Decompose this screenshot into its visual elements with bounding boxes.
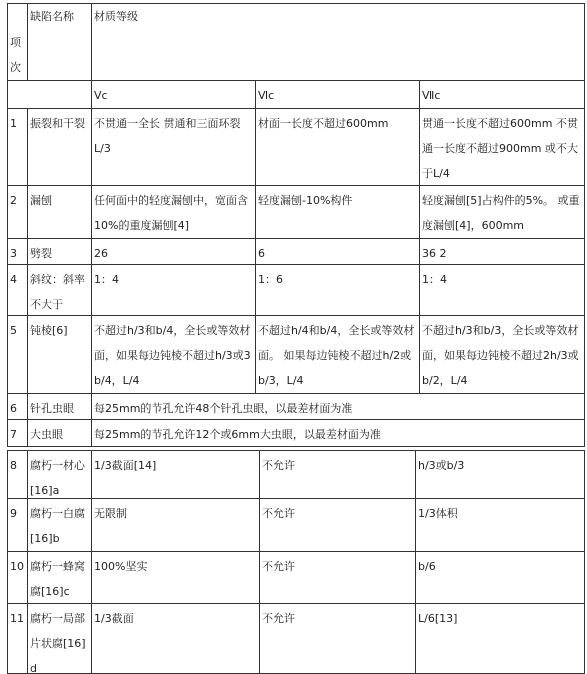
- row-name: 漏刨: [30, 194, 52, 207]
- row-8-c6: [259, 450, 416, 499]
- row-5-name: [27, 315, 92, 394]
- row-8-name: [27, 450, 92, 499]
- row-4-c5: [91, 264, 256, 316]
- row-name: 腐朽一局部片状腐[16]d: [30, 612, 86, 674]
- row-11-c6: [259, 603, 416, 674]
- row-1-c6: [255, 108, 420, 186]
- row-no: 8: [10, 459, 17, 472]
- row-value: 材面一长度不超过600mm: [258, 117, 389, 130]
- row-4-name: [27, 264, 92, 316]
- row-name: 斜纹：斜率不大于: [30, 273, 85, 311]
- row-3-c7: [419, 238, 585, 265]
- row-value: 每25mm的节孔允许12个或6mm大虫眼，以最差材面为准: [94, 428, 381, 441]
- row-6-name: [27, 393, 92, 420]
- header-grade-col: [91, 3, 585, 81]
- header-blank-cell: [7, 80, 92, 109]
- row-name: 钝棱[6]: [30, 324, 68, 337]
- row-value: 不超过h/3和b/4，全长或等效材面，如果每边钝棱不超过h/3或3b/4，L/4: [94, 324, 251, 387]
- row-value: 每25mm的节孔允许48个针孔虫眼，以最差材面为准: [94, 402, 353, 415]
- row-value: 1/3截面: [94, 612, 134, 625]
- header-grade-6: [255, 80, 420, 109]
- row-4-no: [7, 264, 28, 316]
- row-value: h/3或b/3: [418, 459, 465, 472]
- row-11-name: [27, 603, 92, 674]
- grade-5-label: Ⅴc: [94, 89, 108, 102]
- grade-7-label: Ⅶc: [422, 89, 441, 102]
- row-2-c5: [91, 185, 256, 239]
- header-name-label: 缺陷名称: [30, 10, 74, 23]
- header-name-col: [27, 3, 92, 81]
- row-no: 7: [10, 428, 17, 441]
- row-name: 针孔虫眼: [30, 402, 74, 415]
- row-8-c5: [91, 450, 260, 499]
- row-value: 无限制: [94, 507, 127, 520]
- row-6-no: [7, 393, 28, 420]
- row-9-c7: [415, 498, 585, 552]
- row-value: 轻度漏刨[5]占构件的5%。 或重度漏刨[4]，600mm: [422, 194, 580, 232]
- row-value: 不允许: [262, 507, 295, 520]
- row-2-c6: [255, 185, 420, 239]
- row-10-c5: [91, 551, 260, 604]
- row-5-no: [7, 315, 28, 394]
- row-1-c7: [419, 108, 585, 186]
- row-3-no: [7, 238, 28, 265]
- row-10-c6: [259, 551, 416, 604]
- row-no: 9: [10, 507, 17, 520]
- row-name: 大虫眼: [30, 428, 63, 441]
- row-no: 11: [10, 612, 24, 625]
- header-item-col: [7, 3, 28, 81]
- row-value: 6: [258, 247, 265, 260]
- row-value: b/6: [418, 560, 436, 573]
- row-name: 腐朽一材心[16]a: [30, 459, 85, 497]
- row-value: L/6[13]: [418, 612, 458, 625]
- row-9-no: [7, 498, 28, 552]
- header-item-label: 项次: [10, 36, 21, 74]
- row-name: 腐朽一蜂窝腐[16]c: [30, 560, 85, 598]
- row-1-name: [27, 108, 92, 186]
- row-name: 劈裂: [30, 247, 52, 260]
- row-value: 不允许: [262, 612, 295, 625]
- row-value: 1：6: [258, 273, 283, 286]
- row-5-c6: [255, 315, 420, 394]
- row-value: 1/3截面[14]: [94, 459, 157, 472]
- row-3-c5: [91, 238, 256, 265]
- row-10-no: [7, 551, 28, 604]
- row-2-name: [27, 185, 92, 239]
- row-10-c7: [415, 551, 585, 604]
- row-7-span: [91, 419, 585, 447]
- row-8-c7: [415, 450, 585, 499]
- row-value: 不允许: [262, 459, 295, 472]
- row-value: 不贯通一全长 贯通和三面环裂 L/3: [94, 117, 241, 155]
- row-no: 6: [10, 402, 17, 415]
- row-9-name: [27, 498, 92, 552]
- row-2-c7: [419, 185, 585, 239]
- row-10-name: [27, 551, 92, 604]
- row-4-c6: [255, 264, 420, 316]
- row-name: 腐朽一白腐[16]b: [30, 507, 85, 545]
- row-3-name: [27, 238, 92, 265]
- row-11-no: [7, 603, 28, 674]
- row-3-c6: [255, 238, 420, 265]
- row-6-span: [91, 393, 585, 420]
- row-1-no: [7, 108, 28, 186]
- row-no: 3: [10, 247, 17, 260]
- row-7-no: [7, 419, 28, 447]
- row-value: 不允许: [262, 560, 295, 573]
- row-value: 轻度漏刨-10%构件: [258, 194, 353, 207]
- row-no: 10: [10, 560, 24, 573]
- header-grade-label: 材质等级: [94, 10, 138, 23]
- row-4-c7: [419, 264, 585, 316]
- row-9-c6: [259, 498, 416, 552]
- row-value: 100%坚实: [94, 560, 148, 573]
- row-value: 26: [94, 247, 108, 260]
- row-5-c7: [419, 315, 585, 394]
- row-8-no: [7, 450, 28, 499]
- row-value: 不超过h/4和b/4，全长或等效材面。 如果每边钝棱不超过h/2或b/3，L/4: [258, 324, 415, 387]
- row-7-name: [27, 419, 92, 447]
- row-value: 任何面中的轻度漏刨中，宽面含10%的重度漏刨[4]: [94, 194, 248, 232]
- row-9-c5: [91, 498, 260, 552]
- row-value: 36 2: [422, 247, 447, 260]
- row-value: 贯通一长度不超过600mm 不贯通一长度不超过900mm 或不大于L/4: [422, 117, 578, 180]
- row-value: 1：4: [94, 273, 119, 286]
- row-value: 不超过h/3和b/3，全长或等效材面，如果每边钝棱不超过2h/3或b/2，L/4: [422, 324, 579, 387]
- row-no: 1: [10, 117, 17, 130]
- grade-6-label: Ⅵc: [258, 89, 275, 102]
- row-11-c5: [91, 603, 260, 674]
- row-value: 1/3体积: [418, 507, 458, 520]
- header-grade-5: [91, 80, 256, 109]
- row-2-no: [7, 185, 28, 239]
- row-no: 4: [10, 273, 17, 286]
- row-value: 1：4: [422, 273, 447, 286]
- row-name: 振裂和干裂: [30, 117, 85, 130]
- header-grade-7: [419, 80, 585, 109]
- row-5-c5: [91, 315, 256, 394]
- row-1-c5: [91, 108, 256, 186]
- row-no: 5: [10, 324, 17, 337]
- row-no: 2: [10, 194, 17, 207]
- row-11-c7: [415, 603, 585, 674]
